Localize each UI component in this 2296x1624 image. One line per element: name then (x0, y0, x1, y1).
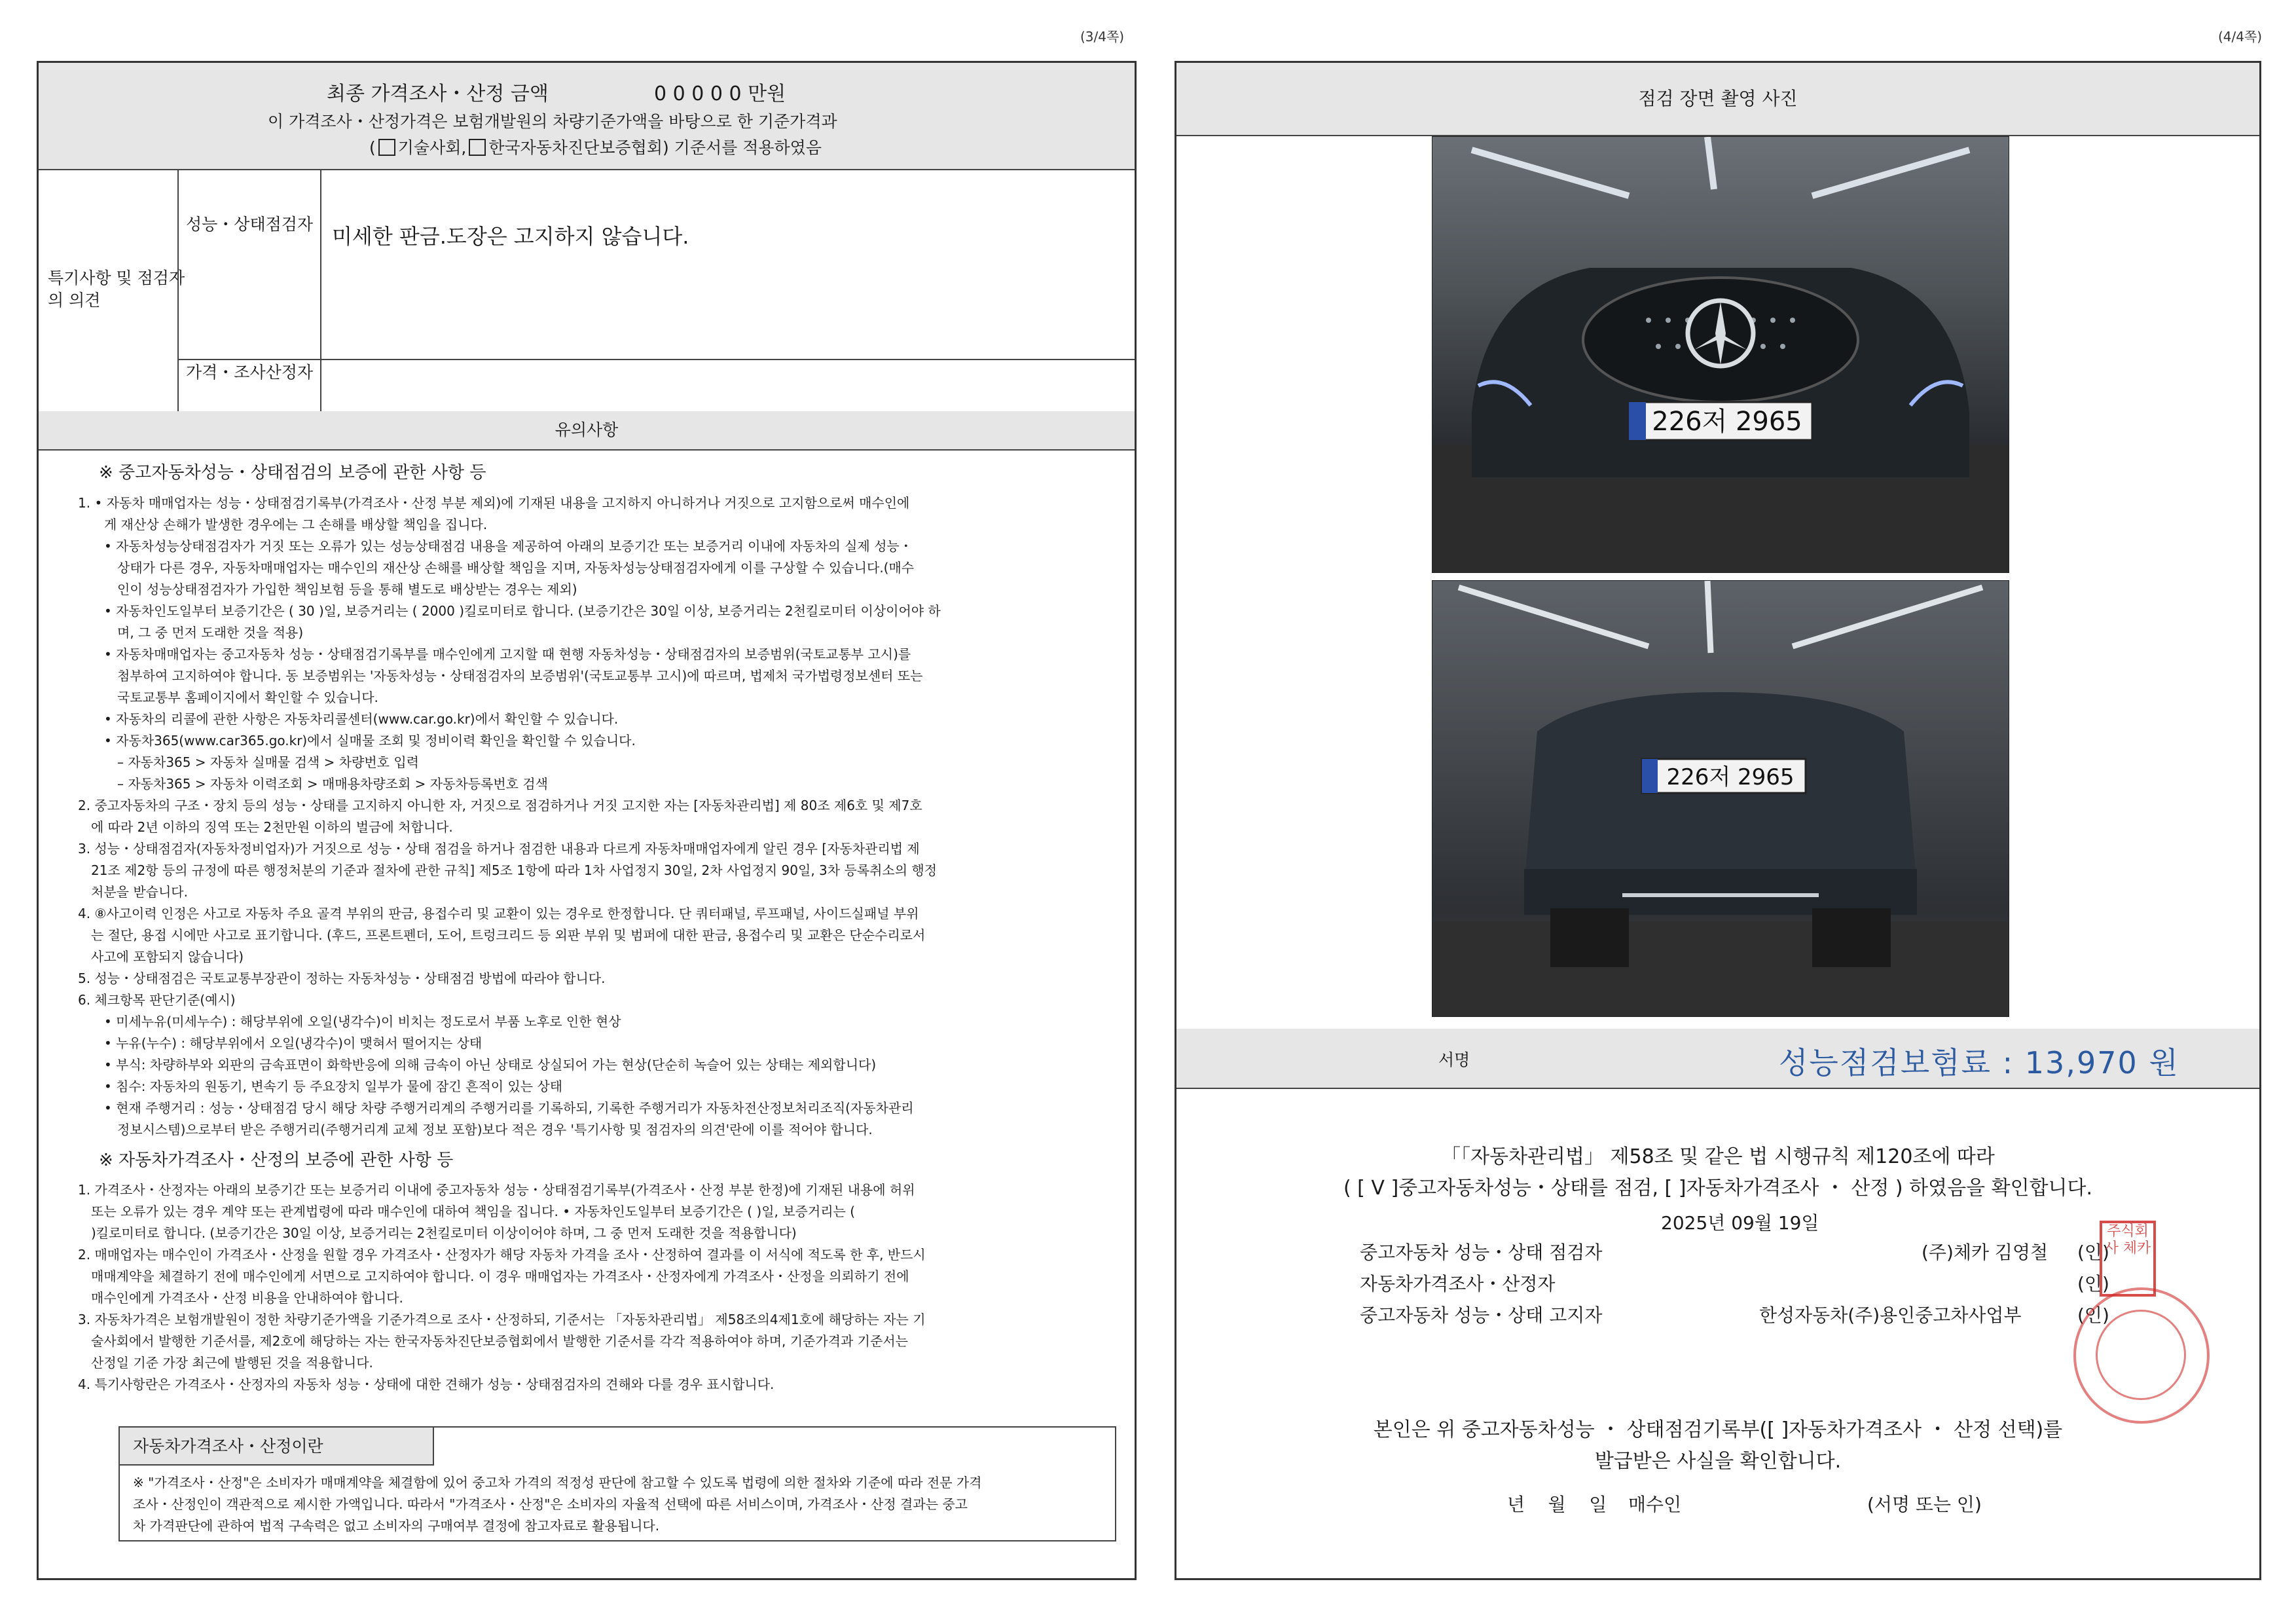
warranty-line: • 자동차성능상태점검자가 거짓 또는 오류가 있는 성능상태점검 내용을 제공하여 아래의 보증기간 또는 보증거리 이내에 자동차의 실제 성능・ (104, 538, 913, 554)
right-panel (1175, 61, 2261, 1580)
price-warranty-line: 4. 특기사항란은 가격조사・산정자의 자동차 성능・상태에 대한 견해가 성능・상태점검자의 견해와 다를 경우 표시합니다. (78, 1376, 774, 1392)
warranty-line: 6. 체크항목 판단기준(예시) (78, 992, 236, 1008)
warranty-line: 는 절단, 용접 시에만 사고로 표기합니다. (후드, 프론트펜더, 도어, 트렁크리드 등 외판 부위 및 범퍼에 대한 판금, 용접수리 및 교환은 단순수리로서 (91, 927, 926, 943)
paren-open: ( (369, 138, 376, 157)
warranty-line: 인이 성능상태점검자가 가입한 책임보험 등을 통해 별도로 배상받는 경우는 제외) (117, 581, 577, 597)
warranty-line: • 자동차인도일부터 보증기간은 ( 30 )일, 보증거리는 ( 2000 )킬로미터로 합니다. (보증기간은 30일 이상, 보증거리는 2천킬로미터 이상이어야 하 (104, 603, 941, 619)
price-warranty-line: 매수인에게 가격조사・산정 비용을 안내하여야 합니다. (91, 1290, 403, 1306)
final-price-amount: 0 0 0 0 0 만원 (654, 83, 786, 105)
warranty-line: • 부식: 차량하부와 외판의 금속표면이 화학반응에 의해 금속이 아닌 상태로 상실되어 가는 현상(단순히 녹슬어 있는 상태는 제외합니다) (104, 1057, 877, 1073)
checkbox-engineers-society[interactable] (378, 139, 395, 156)
price-appraiser-role: 자동차가격조사・산정자 (1360, 1273, 1556, 1295)
definition-line: 조사・산정인이 객관적으로 제시한 가액입니다. 따라서 "가격조사・산정"은 소비자의 자율적 선택에 따른 서비스이며, 가격조사・산정 결과는 중고 (133, 1496, 968, 1512)
final-price-title: 최종 가격조사・산정 금액 (327, 83, 549, 105)
photo-section-title: 점검 장면 촬영 사진 (1176, 63, 2259, 135)
inspection-insurance-fee: 성능점검보험료 : 13,970 원 (1779, 1045, 2179, 1080)
notice-title: 유의사항 (39, 411, 1135, 449)
standard-option-b: 한국자동차진단보증협회) 기준서를 적용하였음 (488, 138, 822, 157)
warranty-line: 게 재산상 손해가 발생한 경우에는 그 손해를 배상할 책임을 집니다. (104, 517, 488, 532)
company-seal-stamp: 주식회사 체카 (2100, 1221, 2156, 1297)
warranty-line: 처분을 받습니다. (91, 884, 188, 900)
warranty-line: • 자동차매매업자는 중고자동차 성능・상태점검기록부를 매수인에게 고지할 때 현행 자동차성능・상태점검자의 보증범위(국토교통부 고시)를 (104, 646, 911, 662)
left-panel (37, 61, 1137, 1580)
inspector-opinion-text: 미세한 판금.도장은 고지하지 않습니다. (332, 224, 689, 249)
price-appraiser-label: 가격・조사산정자 (186, 363, 314, 382)
warranty-line: • 자동차의 리콜에 관한 사항은 자동차리콜센터(www.car.go.kr)에서 확인할 수 있습니다. (104, 711, 619, 727)
rear-car-illustration (1432, 581, 2009, 1016)
warranty-section-body (78, 492, 1112, 1141)
warranty-line: 4. ⑧사고이력 인정은 사고로 자동차 주요 골격 부위의 판금, 용접수리 및 교환이 있는 경우로 한정합니다. 단 쿼터패널, 루프패널, 사이드실패널 부위 (78, 906, 919, 921)
warranty-line: 21조 제2항 등의 규정에 따른 행정처분의 기준과 절차에 관한 규칙] 제5조 1항에 따라 1차 사업정지 30일, 2차 사업정지 90일, 3차 등록취소의 행정 (91, 862, 938, 878)
price-warranty-line: )킬로미터로 합니다. (보증기간은 30일 이상, 보증거리는 2천킬로미터 이상이어야 하며, 그 중 먼저 도래한 것을 적용합니다) (91, 1225, 797, 1241)
final-price-note: 이 가격조사・산정가격은 보험개발원의 차량기준가액을 바탕으로 한 기준가격과 (268, 112, 837, 131)
price-warranty-line: 1. 가격조사・산정자는 아래의 보증기간 또는 보증거리 이내에 중고자동차 성능・상태점검기록부(가격조사・산정 부분 한정)에 기재된 내용에 허위 (78, 1182, 915, 1198)
definition-line: 차 가격판단에 관하여 법적 구속력은 없고 소비자의 구매여부 결정에 참고자료로 활용됩니다. (133, 1518, 660, 1534)
buyer-confirm-line-1: 본인은 위 중고자동차성능 ・ 상태점검기록부([ ]자동차가격조사 ・ 산정 선택)를 (1373, 1418, 2063, 1441)
page-number-right: (4/4쪽) (2218, 29, 2263, 45)
front-vehicle-photo (1432, 136, 2009, 573)
special-remarks-label: 특기사항 및 점검자의 의견 (48, 268, 185, 310)
warranty-line: 5. 성능・상태점검은 국토교통부장관이 정하는 자동차성능・상태점검 방법에 따라야 합니다. (78, 970, 606, 986)
warranty-line: • 자동차365(www.car365.go.kr)에서 실매물 조회 및 정비이력 확인을 확인할 수 있습니다. (104, 733, 636, 748)
warranty-line: 정보시스템)으로부터 받은 주행거리(주행거리계 교체 정보 포함)보다 적은 경우 '특기사항 및 점검자의 의견'란에 이를 적어야 합니다. (117, 1122, 873, 1137)
price-warranty-line: 3. 자동차가격은 보험개발원이 정한 차량기준가액을 기준가격으로 조사・산정하되, 기준서는 「자동차관리법」 제58조의4제1호에 해당하는 자는 기 (78, 1312, 926, 1327)
warranty-line: • 미세누유(미세누수) : 해당부위에 오일(냉각수)이 비치는 정도로서 부품 노후로 인한 현상 (104, 1014, 621, 1029)
warranty-line: • 누유(누수) : 해당부위에서 오일(냉각수)이 맺혀서 떨어지는 상태 (104, 1035, 483, 1051)
price-warranty-line: 2. 매매업자는 매수인이 가격조사・산정을 원할 경우 가격조사・산정자가 해당 자동차 가격을 조사・산정하여 결과를 이 서식에 적도록 한 후, 반드시 (78, 1247, 926, 1263)
price-warranty-line: 매매계약을 체결하기 전에 매수인에게 서면으로 고지하여야 합니다. 이 경우 매매업자는 가격조사・산정자에게 가격조사・산정을 의뢰하기 전에 (91, 1268, 909, 1284)
law-reference-line: 「「자동차관리법」 제58조 및 같은 법 시행규칙 제120조에 따라 (1441, 1145, 1995, 1168)
buyer-signature-field[interactable]: (서명 또는 인) (1867, 1494, 1982, 1515)
buyer-label: 매수인 (1628, 1494, 1682, 1515)
checkbox-diagnosis-association[interactable] (469, 139, 486, 156)
page-number-left: (3/4쪽) (1080, 29, 1125, 45)
inspection-date: 2025년 09월 19일 (1661, 1212, 1819, 1234)
warranty-line: – 자동차365 > 자동차 이력조회 > 매매용차량조회 > 자동차등록번호 검색 (117, 776, 548, 792)
price-warranty-line: 산정일 기준 가장 최근에 발행된 것을 적용합니다. (91, 1355, 373, 1371)
notifier-seal: (인) (2077, 1304, 2109, 1326)
warranty-line: – 자동차365 > 자동차 실매물 검색 > 차량번호 입력 (117, 754, 419, 770)
warranty-line: 며, 그 중 먼저 도래한 것을 적용) (117, 625, 304, 640)
rear-vehicle-photo (1432, 580, 2009, 1017)
warranty-line: • 현재 주행거리 : 성능・상태점검 당시 해당 차량 주행거리계의 주행거리를 기록하되, 기록한 주행거리가 자동차전산정보처리조직(자동차관리 (104, 1100, 914, 1116)
inspector-role: 중고자동차 성능・상태 점검자 (1360, 1242, 1603, 1263)
warranty-line: 에 따라 2년 이하의 징역 또는 2천만원 이하의 벌금에 처합니다. (91, 819, 453, 835)
inspection-confirm-line: ( [ V ]중고자동차성능・상태를 점검, [ ]자동차가격조사 ・ 산정 ) 하였음을 확인합니다. (1343, 1177, 2093, 1200)
warranty-line: 1. • 자동차 매매업자는 성능・상태점검기록부(가격조사・산정 부분 제외)에 기재된 내용을 고지하지 아니하거나 거짓으로 고지함으로써 매수인에 (78, 495, 910, 511)
inspector-seal: (인) (2077, 1242, 2109, 1263)
buyer-date: 년 월 일 (1507, 1494, 1607, 1515)
price-warranty-line: 또는 오류가 있는 경우 계약 또는 관계법령에 따라 매수인에 대하여 책임을 집니다. • 자동차인도일부터 보증기간은 ( )일, 보증거리는 ( (91, 1204, 855, 1219)
signature-header (1176, 1029, 2259, 1088)
price-appraisal-definition-box (118, 1426, 1116, 1541)
notifier-name: 한성자동차(주)용인중고차사업부 (1759, 1304, 2022, 1326)
warranty-line: 국토교통부 홈페이지에서 확인할 수 있습니다. (117, 690, 378, 705)
definition-box-title: 자동차가격조사・산정이란 (120, 1428, 434, 1466)
final-price-standard (369, 135, 822, 158)
rear-plate-text: 226저 2965 (1666, 764, 1795, 790)
warranty-section-title: ※ 중고자동차성능・상태점검의 보증에 관한 사항 등 (99, 463, 486, 483)
warranty-line: 2. 중고자동차의 구조・장치 등의 성능・상태를 고지하지 아니한 자, 거짓으로 점검하거나 거짓 고지한 자는 [자동차관리법] 제 80조 제6호 및 제7호 (78, 798, 922, 813)
warranty-line: 사고에 포함되지 않습니다) (91, 949, 244, 965)
front-plate-text: 226저 2965 (1652, 407, 1802, 437)
price-warranty-line: 술사회에서 발행한 기준서를, 제2호에 해당하는 자는 한국자동차진단보증협회에서 발행한 기준서를 각각 적용하여야 하며, 기준가격과 기준서는 (91, 1333, 908, 1349)
official-round-stamp (2073, 1287, 2210, 1424)
price-warranty-section-body (78, 1179, 1112, 1395)
price-appraiser-seal: (인) (2077, 1273, 2109, 1295)
inspector-opinion-label: 성능・상태점검자 (186, 215, 314, 234)
front-car-illustration (1432, 137, 2009, 572)
notifier-role: 중고자동차 성능・상태 고지자 (1360, 1304, 1603, 1326)
warranty-line: • 침수: 자동차의 원동기, 변속기 등 주요장치 일부가 물에 잠긴 흔적이 있는 상태 (104, 1079, 563, 1094)
definition-line: ※ "가격조사・산정"은 소비자가 매매계약을 체결함에 있어 중고차 가격의 적정성 판단에 참고할 수 있도록 법령에 의한 절차와 기준에 따라 전문 가격 (133, 1475, 982, 1490)
warranty-line: 첨부하여 고지하여야 합니다. 동 보증범위는 '자동차성능・상태점검자의 보증범위'(국토교통부 고시)에 따르며, 법제처 국가법령정보센터 또는 (117, 668, 923, 684)
price-warranty-section-title: ※ 자동차가격조사・산정의 보증에 관한 사항 등 (99, 1151, 454, 1170)
final-price-section (39, 63, 1135, 169)
signature-label: 서명 (1438, 1050, 1470, 1069)
warranty-line: 상태가 다른 경우, 자동차매매업자는 매수인의 재산상 손해를 배상할 책임을 지며, 자동차성능상태점검자에게 이를 구상할 수 있습니다.(매수 (117, 560, 915, 576)
inspector-name: (주)체카 김영철 (1922, 1242, 2049, 1263)
warranty-line: 3. 성능・상태점검자(자동차정비업자)가 거짓으로 성능・상태 점검을 하거나 점검한 내용과 다르게 자동차매매업자에게 알린 경우 [자동차관리법 제 (78, 841, 920, 857)
standard-option-a: 기술사회, (397, 138, 467, 157)
buyer-confirm-line-2: 발급받은 사실을 확인합니다. (1594, 1450, 1842, 1473)
special-remarks-table (39, 169, 1135, 411)
